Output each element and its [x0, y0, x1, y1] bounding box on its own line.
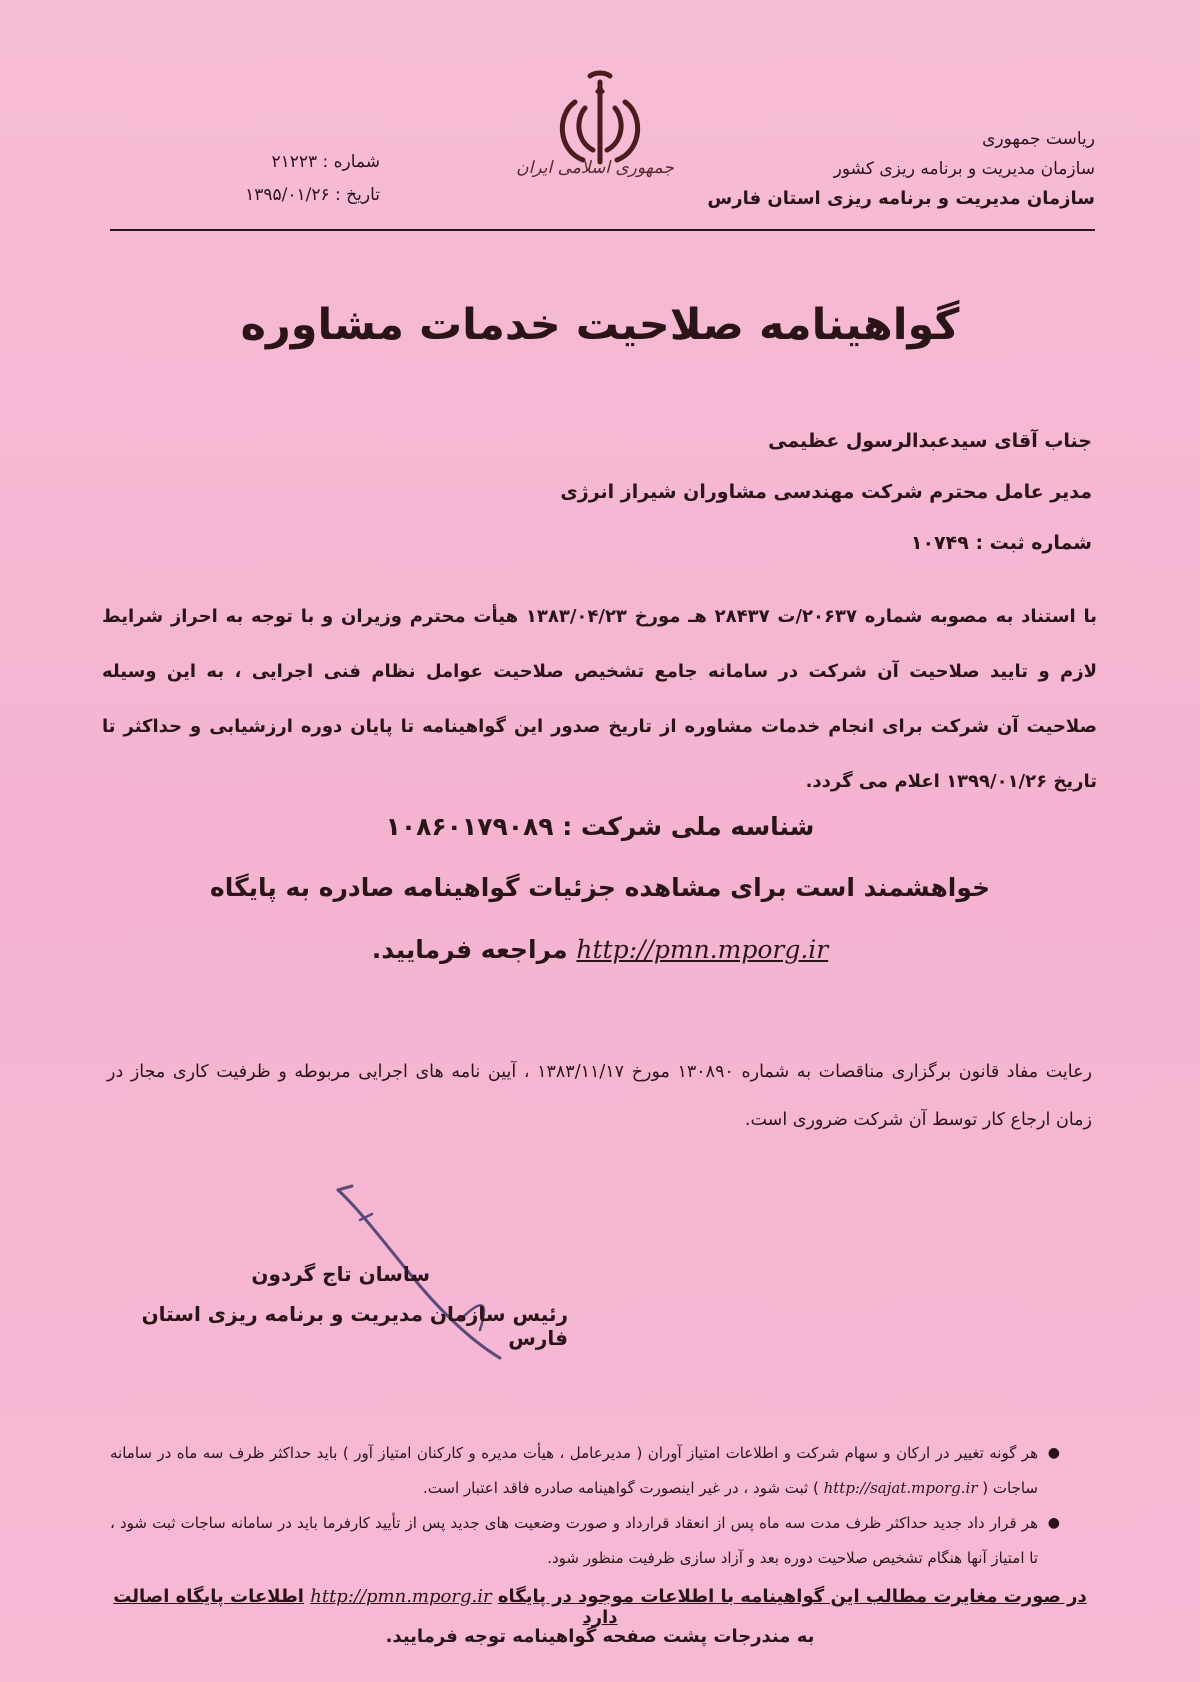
back-page-notice: به مندرجات پشت صفحه گواهینامه توجه فرمایید. — [385, 1626, 815, 1647]
header-divider — [110, 229, 1095, 231]
portal-request-line-2 — [150, 935, 1050, 964]
authenticity-notice-end: اطلاعات پایگاه اصالت دارد — [113, 1586, 618, 1628]
certificate-title: گواهینامه صلاحیت خدمات مشاوره — [240, 300, 960, 350]
portal-request-suffix: مراجعه فرمایید. — [371, 935, 568, 964]
signatory-title: رئیس سازمان مدیریت و برنامه ریزی استان فارس — [141, 1302, 568, 1350]
authenticity-notice-text: در صورت مغایرت مطالب این گواهینامه با اطلاعات موجود در پایگاه — [497, 1586, 1087, 1607]
note-2-text: هر قرار داد جدید حداکثر ظرف مدت سه ماه پس از انعقاد قرارداد و صورت وضعیت های جدید پس از تأیید کارفرما باید در سامانه ساجات ثبت شود ، تا امتیاز آنها هنگام تشخیص صلاحیت دوره بعد و آزاد سازی ظرفیت منظور شود. — [110, 1514, 1038, 1567]
issuer-line-presidency: ریاست جمهوری — [982, 129, 1095, 149]
sajat-link[interactable]: http://sajat.mporg.ir — [823, 1479, 978, 1497]
letter-number: شماره : ۲۱۲۲۳ — [271, 152, 380, 172]
issuer-block — [675, 124, 1095, 214]
emblem-caption: جمهوری اسلامی ایران — [516, 158, 674, 178]
certificate-body: با استناد به مصوبه شماره ۲۰۶۳۷/ت ۲۸۴۳۷ هـ مورخ ۱۳۸۳/۰۴/۲۳ هیأت محترم وزیران و با توجه به احراز شرایط لازم و تایید صلاحیت آن شرکت در سامانه جامع تشخیص صلاحیت عوامل نظام فنی اجرایی ، به این وسیله صلاحیت آن شرکت برای انجام خدمات مشاوره از تاریخ صدور این گواهینامه تا پایان دوره ارزشیابی و حداکثر تا تاریخ ۱۳۹۹/۰۱/۲۶ اعلام می گردد. — [102, 606, 1097, 792]
addressee-position: مدیر عامل محترم شرکت مهندسی مشاوران شیراز انرژی — [560, 481, 1092, 503]
authenticity-portal-link[interactable]: http://pmn.mporg.ir — [310, 1586, 492, 1607]
notes-list — [110, 1436, 1060, 1576]
issuer-line-provincial: سازمان مدیریت و برنامه ریزی استان فارس — [707, 188, 1095, 209]
note-1-text: هر گونه تغییر در ارکان و سهام شرکت و اطلاعات امتیاز آوران ( مدیرعامل ، هیأت مدیره و کارکنان امتیاز آور ) باید حداکثر ظرف سه ماه در سامانه ساجات ( — [110, 1444, 1038, 1497]
national-id: شناسه ملی شرکت : ۱۰۸۶۰۱۷۹۰۸۹ — [385, 812, 815, 841]
letter-meta — [150, 146, 380, 212]
note-1-text-end: ) ثبت شود ، در غیر اینصورت گواهینامه صادره فاقد اعتبار است. — [422, 1479, 819, 1497]
registration-number: شماره ثبت : ۱۰۷۴۹ — [910, 532, 1092, 554]
bullet-icon: ● — [1047, 1515, 1060, 1531]
addressee-name: جناب آقای سیدعبدالرسول عظیمی — [768, 430, 1092, 452]
note-item — [110, 1436, 1060, 1506]
portal-request-line: خواهشمند است برای مشاهده جزئیات گواهینامه صادره به پایگاه — [209, 873, 991, 902]
bullet-icon: ● — [1047, 1445, 1060, 1461]
issuer-line-national: سازمان مدیریت و برنامه ریزی کشور — [833, 159, 1095, 179]
note-item — [110, 1506, 1060, 1576]
portal-link[interactable]: http://pmn.mporg.ir — [576, 935, 829, 964]
letter-date: تاریخ : ۱۳۹۵/۰۱/۲۶ — [245, 185, 380, 205]
compliance-paragraph: رعایت مفاد قانون برگزاری مناقصات به شماره ۱۳۰۸۹۰ مورخ ۱۳۸۳/۱۱/۱۷ ، آیین نامه های اجرایی مربوطه و ظرفیت کاری مجاز در زمان ارجاع کار توسط آن شرکت ضروری است. — [107, 1062, 1093, 1130]
authenticity-notice — [100, 1586, 1100, 1628]
signatory-name: ساسان تاج گردون — [251, 1262, 430, 1286]
